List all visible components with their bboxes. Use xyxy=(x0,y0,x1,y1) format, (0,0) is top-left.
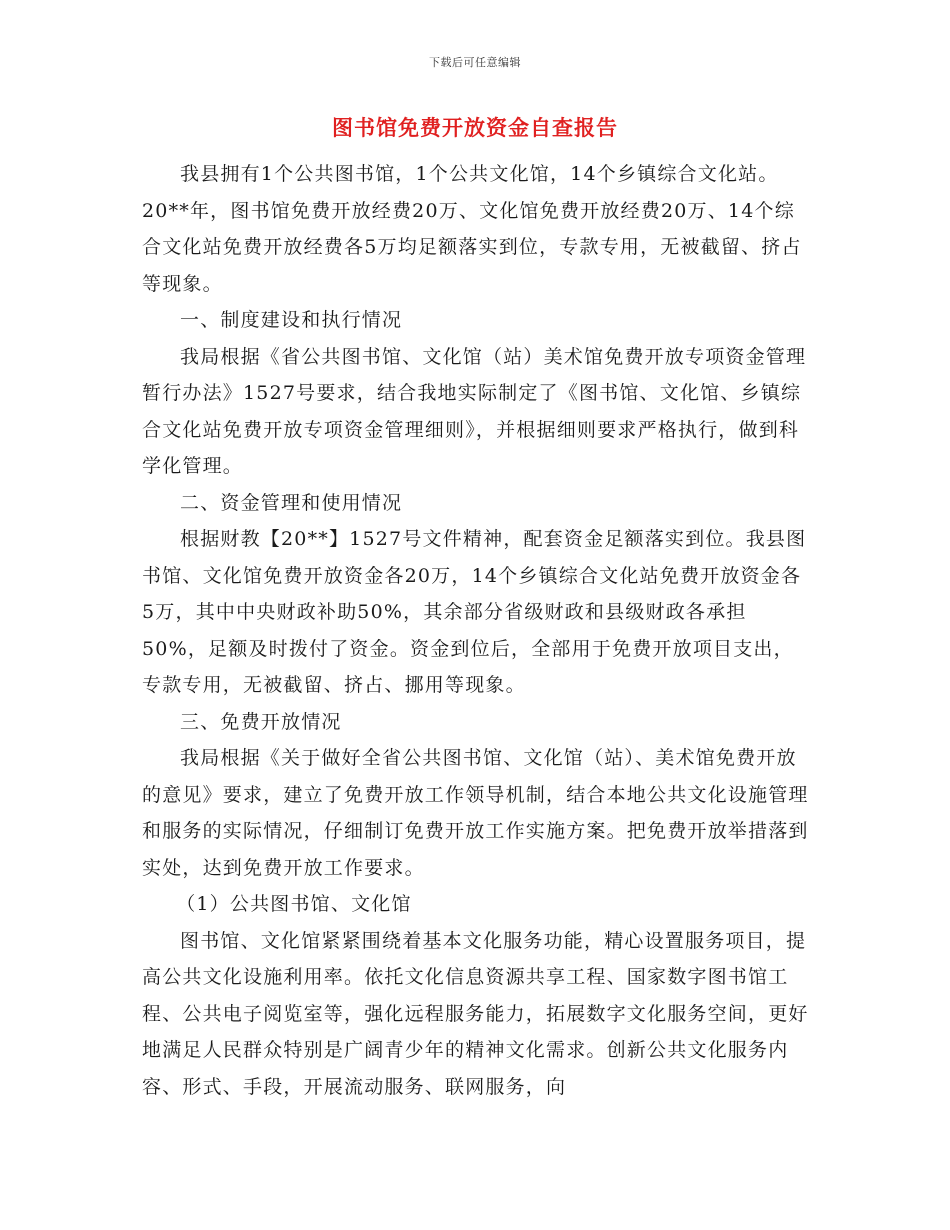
section-heading-3: 三、免费开放情况 xyxy=(180,710,342,733)
subsection-heading-1: （1）公共图书馆、文化馆 xyxy=(176,893,412,915)
document-title: 图书馆免费开放资金自查报告 xyxy=(332,115,618,140)
section-heading-2: 二、资金管理和使用情况 xyxy=(180,491,403,514)
section-1-paragraph: 我局根据《省公共图书馆、文化馆（站）美术馆免费开放专项资金管理暂行办法》1527号要求，结合我地实际制定了《图书馆、文化馆、乡镇综合文化站免费开放专项资金管理细则》，并根据细则要求严格执行，做到科学化管理。 xyxy=(142,345,807,477)
intro-paragraph: 我县拥有1个公共图书馆，1个公共文化馆，14个乡镇综合文化站。20**年，图书馆免费开放经费20万、文化馆免费开放经费20万、14个综合文化站免费开放经费各5万均足额落实到位，专款专用，无被截留、挤占等现象。 xyxy=(142,163,802,295)
section-2-paragraph: 根据财教【20**】1527号文件精神，配套资金足额落实到位。我县图书馆、文化馆免费开放资金各20万，14个乡镇综合文化站免费开放资金各5万，其中中央财政补助50%，其余部分省级财政和县级财政各承担50%，足额及时拨付了资金。资金到位后，全部用于免费开放项目支出，专款专用，无被截留、挤占、挪用等现象。 xyxy=(142,528,807,696)
section-3-paragraph: 我局根据《关于做好全省公共图书馆、文化馆（站）、美术馆免费开放的意见》要求，建立了免费开放工作领导机制，结合本地公共文化设施管理和服务的实际情况，仔细制订免费开放工作实施方案。把免费开放举措落到实处，达到免费开放工作要求。 xyxy=(142,747,809,879)
subsection-1-paragraph: 图书馆、文化馆紧紧围绕着基本文化服务功能，精心设置服务项目，提高公共文化设施利用率。依托文化信息资源共享工程、国家数字图书馆工程、公共电子阅览室等，强化远程服务能力，拓展数字文化服务空间，更好地满足人民群众特别是广阔青少年的精神文化需求。创新公共文化服务内容、形式、手段，开展流动服务、联网服务，向 xyxy=(142,929,809,1098)
document-body xyxy=(142,156,810,1105)
header-note: 下载后可任意编辑 xyxy=(429,56,521,69)
section-heading-1: 一、制度建设和执行情况 xyxy=(180,309,403,331)
